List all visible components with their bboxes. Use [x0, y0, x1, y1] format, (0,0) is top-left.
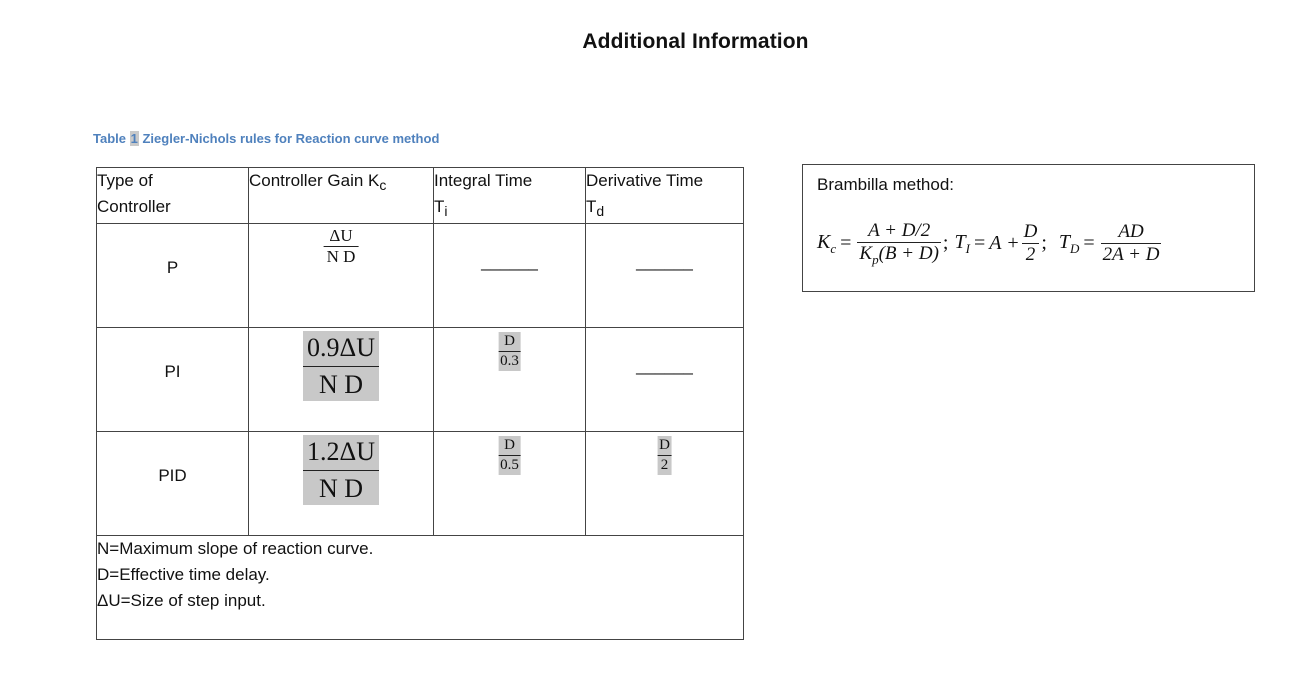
- table-row: [97, 224, 744, 328]
- note-line: D=Effective time delay.: [97, 565, 270, 584]
- header-integral-sub: i: [444, 203, 448, 219]
- separator: ;: [942, 232, 949, 255]
- derivative-blank: ______: [636, 356, 693, 375]
- ziegler-nichols-table: [96, 167, 744, 640]
- controller-type: P: [166, 258, 179, 277]
- header-derivative: [586, 168, 744, 224]
- controller-type: PI: [164, 362, 181, 381]
- derivative-numerator: D: [659, 437, 670, 453]
- eq-sign: =: [1083, 232, 1095, 255]
- table-header-row: [97, 168, 744, 224]
- gain-denominator: N D: [318, 474, 364, 503]
- separator: ;: [1041, 232, 1047, 255]
- header-gain-sub: c: [379, 177, 387, 193]
- ti-lhs: $T_I$: [954, 230, 970, 256]
- header-gain-label: Controller Gain K: [249, 171, 380, 190]
- caption-number: 1: [130, 131, 138, 146]
- header-gain: [249, 168, 434, 224]
- table-notes: [97, 536, 744, 640]
- kc-fraction: [857, 220, 941, 268]
- header-type-line1: Type of: [97, 171, 153, 190]
- brambilla-box: [802, 164, 1255, 292]
- caption-text: Ziegler-Nichols rules for Reaction curve method: [142, 131, 440, 146]
- ti-fraction: [1022, 221, 1040, 266]
- gain-numerator: ΔU: [329, 226, 353, 245]
- gain-numerator: 0.9ΔU: [307, 333, 375, 362]
- controller-type: PID: [158, 466, 187, 485]
- gain-numerator: 1.2ΔU: [307, 437, 375, 466]
- ti-denominator: 2: [1025, 244, 1036, 266]
- caption-prefix: Table: [93, 131, 126, 146]
- td-denominator: 2A + D: [1102, 244, 1160, 266]
- table-row: [97, 432, 744, 536]
- eq-sign: =: [840, 232, 852, 255]
- table-row: [97, 328, 744, 432]
- page-title: Additional Information: [582, 30, 809, 53]
- header-integral-sym: T: [434, 197, 445, 216]
- integral-fraction: [498, 332, 521, 371]
- derivative-denominator: 2: [660, 457, 669, 473]
- td-numerator: AD: [1118, 221, 1144, 243]
- header-derivative-sym: T: [586, 197, 597, 216]
- brambilla-title: Brambilla method:: [817, 175, 955, 194]
- gain-denominator: N D: [326, 247, 356, 266]
- ti-rhs: A +: [989, 232, 1020, 255]
- gain-denominator: N D: [318, 370, 364, 399]
- integral-denominator: 0.5: [500, 457, 519, 473]
- kc-lhs: $K_c$: [817, 230, 837, 256]
- table-caption: [93, 131, 439, 146]
- kc-numerator: A + D/2: [868, 220, 931, 241]
- derivative-fraction: [657, 436, 672, 475]
- kc-denominator: $K_p(B + D)$: [859, 243, 939, 267]
- brambilla-equations: [817, 220, 1163, 268]
- note-line: ΔU=Size of step input.: [97, 591, 266, 610]
- integral-numerator: D: [504, 437, 515, 453]
- gain-fraction: [303, 435, 379, 505]
- integral-fraction: [498, 436, 521, 475]
- eq-sign: =: [973, 232, 986, 255]
- header-integral: [434, 168, 586, 224]
- td-lhs: $T_D$: [1058, 230, 1080, 256]
- header-type-line2: Controller: [97, 197, 171, 216]
- derivative-blank: ______: [636, 252, 693, 271]
- td-fraction: [1101, 221, 1162, 266]
- gain-fraction: [303, 331, 379, 401]
- header-type: [97, 168, 249, 224]
- ti-numerator: D: [1023, 221, 1038, 243]
- header-derivative-sub: d: [596, 203, 605, 219]
- gain-fraction: [324, 226, 359, 267]
- integral-numerator: D: [504, 333, 515, 349]
- table-notes-row: [97, 536, 744, 640]
- note-line: N=Maximum slope of reaction curve.: [97, 539, 374, 558]
- integral-blank: ______: [481, 252, 538, 271]
- header-derivative-line1: Derivative Time: [586, 171, 704, 190]
- header-integral-line1: Integral Time: [434, 171, 533, 190]
- integral-denominator: 0.3: [500, 353, 519, 369]
